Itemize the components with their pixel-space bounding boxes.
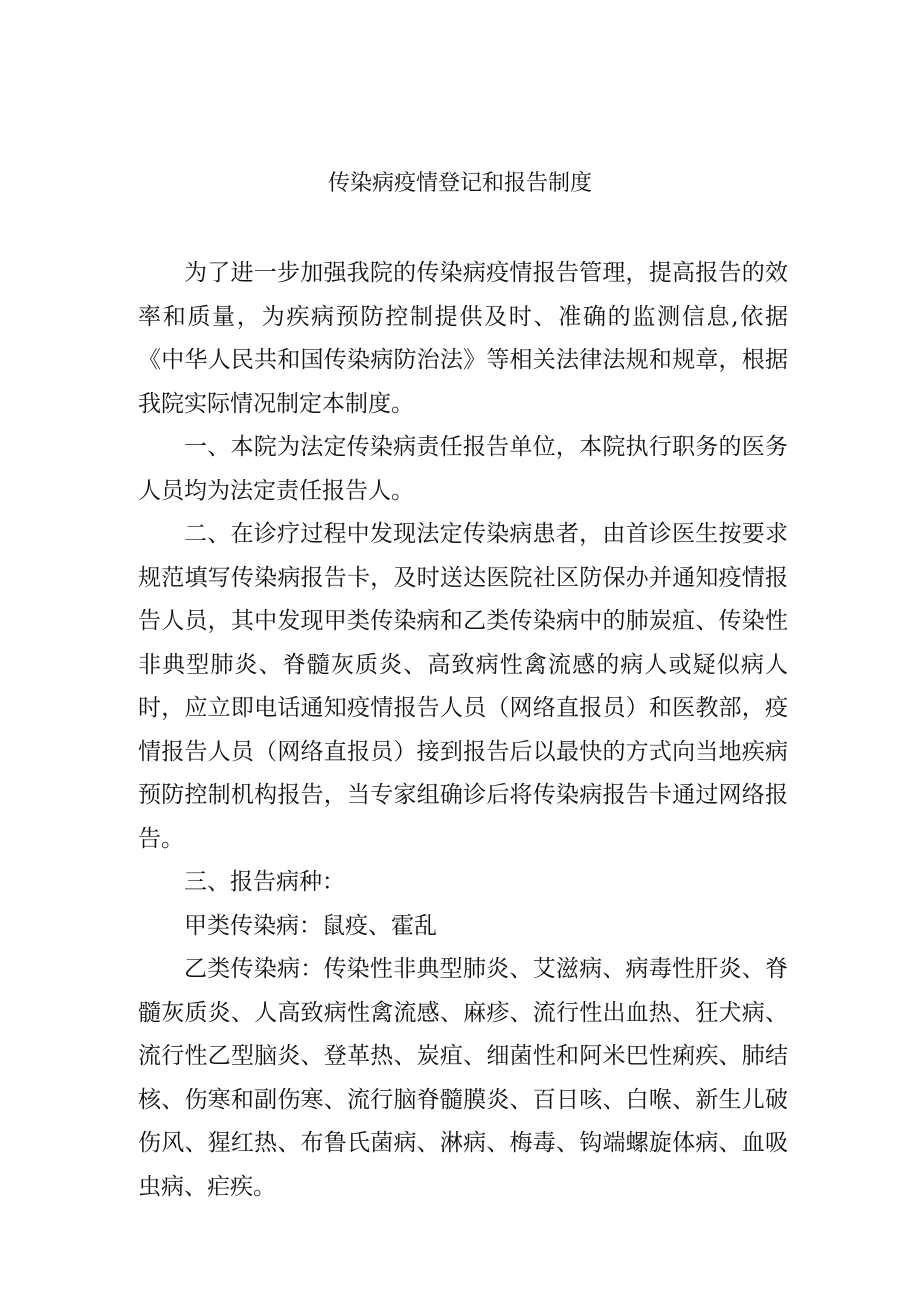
clause-2-paragraph: 二、在诊疗过程中发现法定传染病患者，由首诊医生按要求规范填写传染病报告卡，及时送达医院社区防保办并通知疫情报告人员，其中发现甲类传染病和乙类传染病中的肺炭疽、传染性非典型肺炎、脊髓灰质炎、高致病性禽流感的病人或疑似病人时，应立即电话通知疫情报告人员（网络直报员）和医教部，疫情报告人员（网络直报员）接到报告后以最快的方式向当地疾病预防控制机构报告，当专家组确诊后将传染病报告卡通过网络报告。 <box>138 521 788 852</box>
class-a-diseases: 甲类传染病：鼠疫、霍乱 <box>184 912 437 939</box>
class-b-diseases: 乙类传染病：传染性非典型肺炎、艾滋病、病毒性肝炎、脊髓灰质炎、人高致病性禽流感、麻疹、流行性出血热、狂犬病、流行性乙型脑炎、登革热、炭疽、细菌性和阿米巴性痢疾、肺结核、伤寒和副伤寒、流行脑脊髓膜炎、百日咳、白喉、新生儿破伤风、猩红热、布鲁氏菌病、淋病、梅毒、钩端螺旋体病、血吸虫病、疟疾。 <box>138 956 788 1200</box>
clause-3-heading: 三、报告病种： <box>184 869 345 895</box>
intro-paragraph: 为了进一步加强我院的传染病疫情报告管理，提高报告的效率和质量，为疾病预防控制提供及时、准确的监测信息,依据《中华人民共和国传染病防治法》等相关法律法规和规章，根据我院实际情况制定本制度。 <box>138 260 788 417</box>
document-body <box>138 252 788 1209</box>
document-title: 传染病疫情登记和报告制度 <box>327 171 592 196</box>
clause-1-paragraph: 一、本院为法定传染病责任报告单位，本院执行职务的医务人员均为法定责任报告人。 <box>138 434 788 504</box>
